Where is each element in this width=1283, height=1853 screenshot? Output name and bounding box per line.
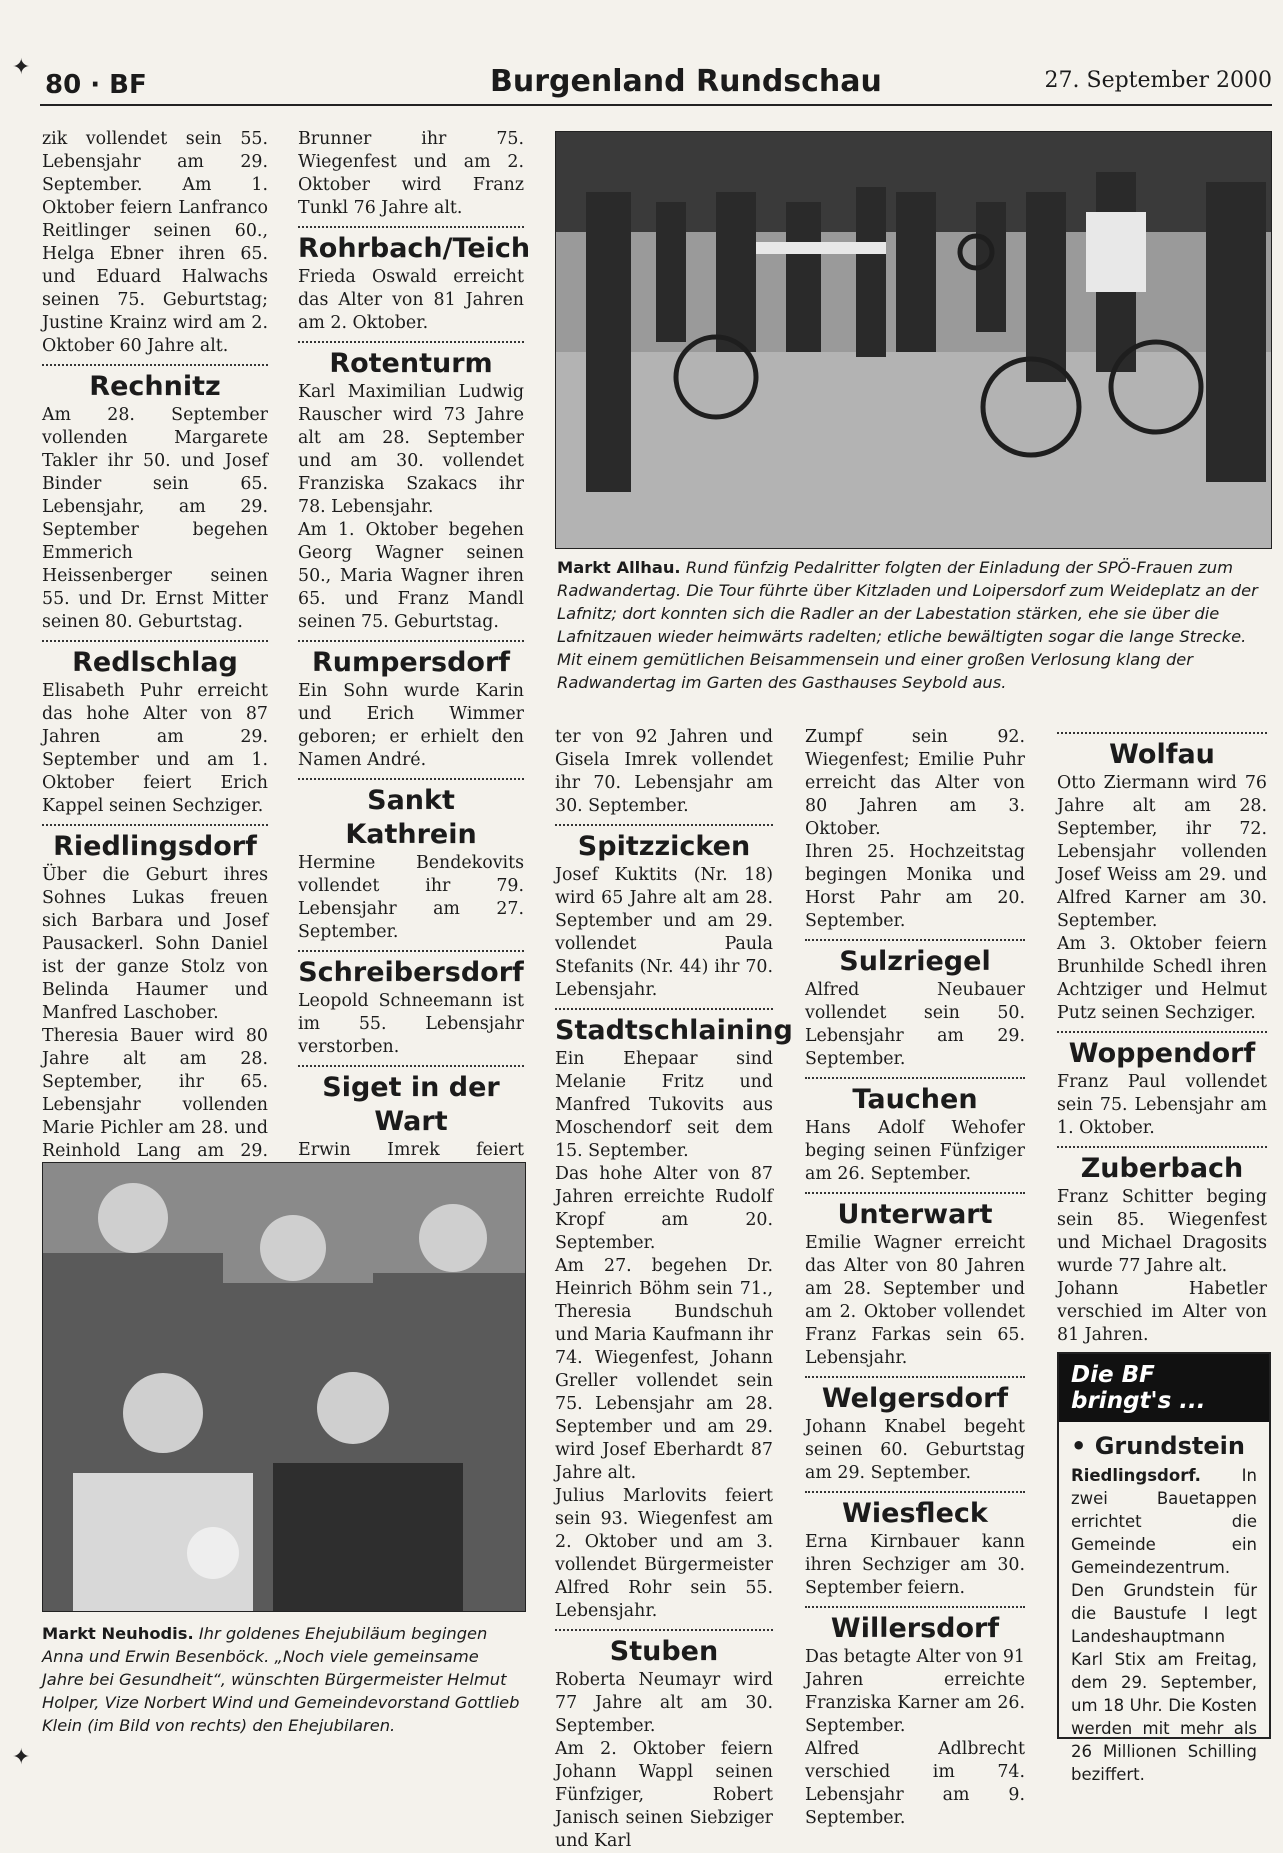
caption-jubilee	[42, 1622, 524, 1737]
column-2	[298, 128, 531, 1254]
divider	[555, 1008, 773, 1010]
heading-wiesfleck: Wiesfleck	[842, 1498, 988, 1529]
masthead: Burgenland Rundschau	[490, 64, 882, 99]
article-text: Erna Kirnbauer kann ihren Sechziger am 30. September feiern.	[805, 1532, 1025, 1598]
info-box	[1057, 1352, 1271, 1784]
heading-rohrbach: Rohrbach/Teich	[298, 233, 531, 264]
heading-schreibersdorf: Schreibersdorf	[298, 957, 524, 988]
article-text: Hermine Bendekovits vollendet ihr 79. Lebensjahr am 27. September.	[298, 853, 524, 942]
article-text: Zumpf sein 92. Wiegenfest; Emilie Puhr erreicht das Alter von 80 Jahren am 3. Oktober.	[805, 727, 1025, 839]
info-box-text	[1071, 1464, 1257, 1786]
article-text: Erwin Imrek feiert	[298, 1140, 524, 1160]
article-text: Frieda Oswald erreicht das Alter von 81 Jahren am 2. Oktober.	[298, 267, 524, 333]
heading-stuben: Stuben	[609, 1636, 719, 1667]
caption-cyclists	[557, 556, 1270, 694]
article-text: ter von 92 Jahren und Gisela Imrek vollendet ihr 70. Lebensjahr am 30. September.	[555, 727, 773, 816]
page-header	[40, 60, 1272, 106]
registration-mark-icon: ✦	[12, 1745, 31, 1770]
photo-jubilee	[42, 1162, 526, 1612]
article-text: Johann Knabel begeht seinen 60. Geburtstag am 29. September.	[805, 1417, 1025, 1483]
page-number: 80 · BF	[45, 70, 147, 100]
article-text: Am 28. September vollenden Margarete Takler ihr 50. und Josef Binder sein 65. Lebensjahr, am 29. September begehen Emmerich Heissenberger seinen 55. und Dr. Ernst Mitter seinen 80. Geburtstag.	[42, 405, 268, 632]
info-box-body: In zwei Bauetappen errichtet die Gemeinde ein Gemeindezentrum. Den Grundstein für die Baustufe I legt Landeshauptmann Karl Stix am Freitag, dem 29. September, um 18 Uhr. Die Kosten werden mit mehr als 26 Millionen Schilling beziffert.	[1071, 1466, 1257, 1784]
article-text: Leopold Schneemann ist im 55. Lebensjahr verstorben.	[298, 991, 524, 1057]
article-text: Otto Ziermann wird 76 Jahre alt am 28. September, ihr 72. Lebensjahr vollenden Josef Weiss am 29. und Alfred Karner am 30. September.	[1057, 773, 1267, 931]
divider	[42, 640, 268, 642]
divider	[42, 364, 268, 366]
divider	[298, 341, 524, 343]
heading-woppendorf: Woppendorf	[1068, 1038, 1256, 1069]
info-box-header: Die BF bringt's ...	[1059, 1354, 1269, 1422]
registration-mark-icon: ✦	[12, 55, 31, 80]
article-text: Alfred Adlbrecht verschied im 74. Lebensjahr am 9. September.	[805, 1739, 1025, 1828]
column-3	[555, 726, 793, 1853]
article-text: Ihren 25. Hochzeitstag begingen Monika und Horst Pahr am 20. September.	[805, 842, 1025, 931]
divider	[555, 824, 773, 826]
divider	[805, 1606, 1025, 1608]
article-text: Julius Marlovits feiert sein 93. Wiegenfest am 2. Oktober und am 3. vollendet Bürgermeister Alfred Rohr sein 55. Lebensjahr.	[555, 1486, 773, 1621]
caption-place: Markt Allhau.	[557, 558, 681, 577]
photo-jubilee-image	[43, 1163, 525, 1611]
article-text: Das hohe Alter von 87 Jahren erreichte Rudolf Kropf am 20. September.	[555, 1164, 773, 1253]
article-text: Elisabeth Puhr erreicht das hohe Alter von 87 Jahren am 29. September und am 1. Oktober feiert Erich Kappel seinen Sechziger.	[42, 681, 268, 816]
article-text: Über die Geburt ihres Sohnes Lukas freuen sich Barbara und Josef Pausackerl. Sohn Daniel ist der ganze Stolz von Belinda Haumer und Manfred Laschober.	[42, 865, 268, 1023]
divider	[805, 1376, 1025, 1378]
article-text: Am 2. Oktober feiern Johann Wappl seinen Fünfziger, Robert Janisch seinen Siebziger und Karl	[555, 1739, 773, 1851]
article-text: Theresia Bauer wird 80 Jahre alt am 28. September, ihr 65. Lebensjahr vollenden Marie Pichler am 28. und Reinhold Lang am 29.	[42, 1026, 268, 1161]
article-text: Franz Schitter beging sein 85. Wiegenfest und Michael Dragosits wurde 77 Jahre alt.	[1057, 1187, 1267, 1276]
divider	[1057, 1146, 1267, 1148]
heading-sulzriegel: Sulzriegel	[839, 946, 991, 977]
heading-tauchen: Tauchen	[852, 1084, 978, 1115]
caption-text: Ihr goldenes Ehejubiläum begingen Anna und Erwin Besenböck. „Noch viele gemeinsame Jahre bei Gesundheit“, wünschten Bürgermeister Helmut Holper, Vize Norbert Wind und Gemeindevorstand Gottlieb Klein (im Bild von rechts) den Ehejubilaren.	[42, 1624, 520, 1735]
divider	[555, 1629, 773, 1631]
divider	[805, 939, 1025, 941]
divider	[298, 226, 524, 228]
column-1	[42, 128, 268, 1209]
divider	[805, 1491, 1025, 1493]
article-text: Alfred Neubauer vollendet sein 50. Lebensjahr am 29. September.	[805, 980, 1025, 1069]
heading-redlschlag: Redlschlag	[72, 647, 238, 678]
heading-rechnitz: Rechnitz	[89, 371, 221, 402]
heading-welgersdorf: Welgersdorf	[821, 1383, 1009, 1414]
divider	[1057, 732, 1267, 734]
heading-willersdorf: Willersdorf	[830, 1613, 1000, 1644]
article-text: Karl Maximilian Ludwig Rauscher wird 73 Jahre alt am 28. September und am 30. vollendet Franziska Szakacs ihr 78. Lebensjahr.	[298, 382, 524, 517]
heading-unterwart: Unterwart	[837, 1199, 993, 1230]
article-text: Emilie Wagner erreicht das Alter von 80 Jahren am 28. September und am 2. Oktober vollendet Franz Farkas sein 65. Lebensjahr.	[805, 1233, 1025, 1368]
heading-siget: Siget in der Wart	[322, 1072, 500, 1137]
article-text: Franz Paul vollendet sein 75. Lebensjahr am 1. Oktober.	[1057, 1072, 1267, 1138]
article-text: Am 3. Oktober feiern Brunhilde Schedl ihren Achtziger und Helmut Putz seinen Sechziger.	[1057, 934, 1267, 1023]
photo-cyclists	[555, 131, 1272, 549]
heading-wolfau: Wolfau	[1109, 739, 1215, 770]
column-4	[805, 726, 1025, 1830]
article-text: Am 1. Oktober begehen Georg Wagner seinen 50., Maria Wagner ihren 65. und Franz Mandl seinen 75. Geburtstag.	[298, 520, 524, 632]
divider	[298, 1065, 524, 1067]
article-text: zik vollendet sein 55. Lebensjahr am 29. September. Am 1. Oktober feiern Lanfranco Reitlinger seinen 60., Helga Ebner ihren 65. und Eduard Halwachs seinen 75. Geburtstag; Justine Krainz wird am 2. Oktober 60 Jahre alt.	[42, 129, 268, 356]
caption-place: Markt Neuhodis.	[42, 1624, 194, 1643]
heading-rumpersdorf: Rumpersdorf	[311, 647, 511, 678]
heading-zuberbach: Zuberbach	[1080, 1153, 1244, 1184]
divider	[805, 1192, 1025, 1194]
divider	[1057, 1031, 1267, 1033]
article-text: Brunner ihr 75. Wiegenfest und am 2. Oktober wird Franz Tunkl 76 Jahre alt.	[298, 129, 524, 218]
info-box-title: • Grundstein	[1071, 1432, 1245, 1460]
heading-rotenturm: Rotenturm	[329, 348, 493, 379]
heading-sankt-kathrein: Sankt Kathrein	[345, 785, 477, 850]
article-text: Roberta Neumayr wird 77 Jahre alt am 30. September.	[555, 1670, 773, 1736]
article-text: Johann Habetler verschied im Alter von 81 Jahren.	[1057, 1279, 1267, 1345]
divider	[298, 640, 524, 642]
divider	[805, 1077, 1025, 1079]
article-text: Hans Adolf Wehofer beging seinen Fünfziger am 26. September.	[805, 1118, 1025, 1184]
divider	[298, 778, 524, 780]
article-text: Am 27. begehen Dr. Heinrich Böhm sein 71., Theresia Bundschuh und Maria Kaufmann ihr 74. Wiegenfest, Johann Greller vollendet sein 75. Lebensjahr am 28. September und am 29. wird Josef Eberhardt 87 Jahre alt.	[555, 1256, 773, 1483]
divider	[298, 950, 524, 952]
info-box-place: Riedlingsdorf.	[1071, 1466, 1201, 1485]
issue-date: 27. September 2000	[1044, 68, 1272, 93]
caption-text: Rund fünfzig Pedalritter folgten der Einladung der SPÖ-Frauen zum Radwandertag. Die Tour führte über Kitzladen und Loipersdorf zum Weideplatz an der Lafnitz; dort konnten sich die Radler an der Labestation stärken, ehe sie über die Lafnitzauen wieder heimwärts radelten; etliche bewältigten sogar die lange Strecke. Mit einem gemütlichen Beisammensein und einer großen Verlosung klang der Radwandertag im Garten des Gasthauses Seybold aus.	[557, 558, 1258, 692]
photo-cyclists-image	[556, 132, 1271, 548]
divider	[42, 824, 268, 826]
article-text: Ein Ehepaar sind Melanie Fritz und Manfred Tukovits aus Moschendorf seit dem 15. September.	[555, 1049, 773, 1161]
column-5	[1057, 726, 1267, 1347]
heading-spitzzicken: Spitzzicken	[577, 831, 751, 862]
heading-riedlingsdorf: Riedlingsdorf	[53, 831, 257, 862]
article-text: Josef Kuktits (Nr. 18) wird 65 Jahre alt am 28. September und am 29. vollendet Paula Stefanits (Nr. 44) ihr 70. Lebensjahr.	[555, 865, 773, 1000]
article-text: Ein Sohn wurde Karin und Erich Wimmer geboren; er erhielt den Namen André.	[298, 681, 524, 770]
article-text: Das betagte Alter von 91 Jahren erreichte Franziska Karner am 26. September.	[805, 1647, 1025, 1736]
heading-stadtschlaining: Stadtschlaining	[555, 1015, 793, 1046]
